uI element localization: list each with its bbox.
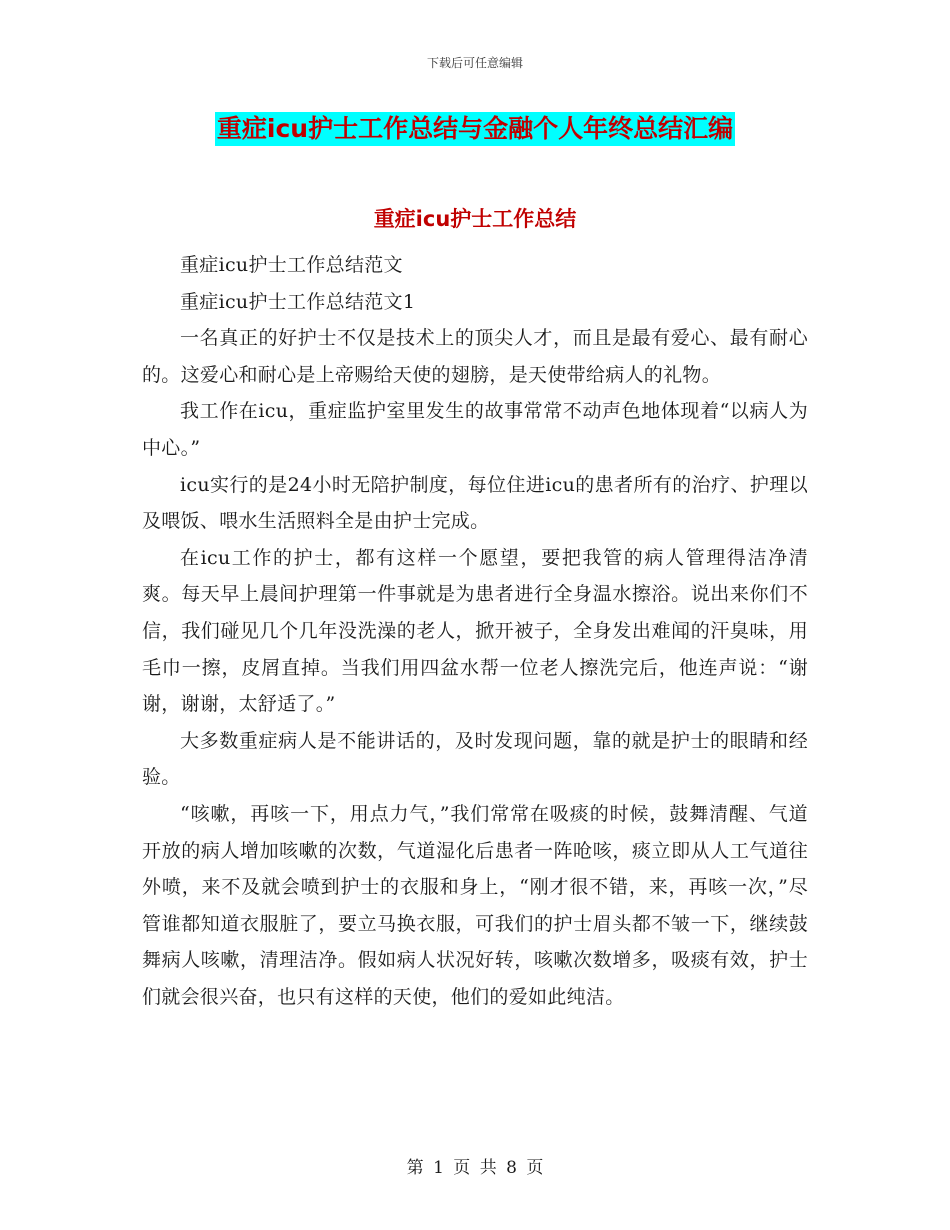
section-title: 重症icu护士工作总结 (373, 207, 577, 231)
paragraph-7: 大多数重症病人是不能讲话的，及时发现问题，靠的就是护士的眼睛和经验。 (142, 729, 808, 789)
document-title: 重症icu护士工作总结与金融个人年终总结汇编 (215, 112, 735, 146)
header-note: 下载后可任意编辑 (426, 56, 523, 70)
paragraph-6: 在icu工作的护士，都有这样一个愿望，要把我管的病人管理得洁净清爽。每天早上晨间护理第一件事就是为患者进行全身温水擦浴。说出来你们不信，我们碰见几个几年没洗澡的老人，掀开被子，全身发出难闻的汗臭味，用毛巾一擦，皮屑直掉。当我们用四盆水帮一位老人擦洗完后，他连声说：“谢谢，谢谢，太舒适了。” (142, 546, 808, 716)
paragraph-3: 一名真正的好护士不仅是技术上的顶尖人才，而且是最有爱心、最有耐心的。这爱心和耐心是上帝赐给天使的翅膀，是天使带给病人的礼物。 (142, 327, 808, 386)
page-number-footer: 第 1 页 共 8 页 (406, 1158, 544, 1178)
paragraph-4: 我工作在icu，重症监护室里发生的故事常常不动声色地体现着“以病人为中心。” (142, 400, 808, 459)
document-title-container (0, 112, 950, 146)
document-body (142, 247, 808, 1015)
paragraph-1: 重症icu护士工作总结范文 (180, 254, 403, 276)
paragraph-2: 重症icu护士工作总结范文1 (180, 290, 416, 313)
paragraph-5: icu实行的是24小时无陪护制度，每位住进icu的患者所有的治疗、护理以及喂饭、喂水生活照料全是由护士完成。 (142, 473, 808, 533)
paragraph-8: “咳嗽，再咳一下，用点力气，”我们常常在吸痰的时候，鼓舞清醒、气道开放的病人增加咳嗽的次数，气道湿化后患者一阵呛咳，痰立即从人工气道往外喷，来不及就会喷到护士的衣服和身上，“刚才很不错，来，再咳一次，”尽管谁都知道衣服脏了，要立马换衣服，可我们的护士眉头都不皱一下，继续鼓舞病人咳嗽，清理洁净。假如病人状况好转，咳嗽次数增多，吸痰有效，护士们就会很兴奋，也只有这样的天使，他们的爱如此纯洁。 (142, 802, 808, 1008)
